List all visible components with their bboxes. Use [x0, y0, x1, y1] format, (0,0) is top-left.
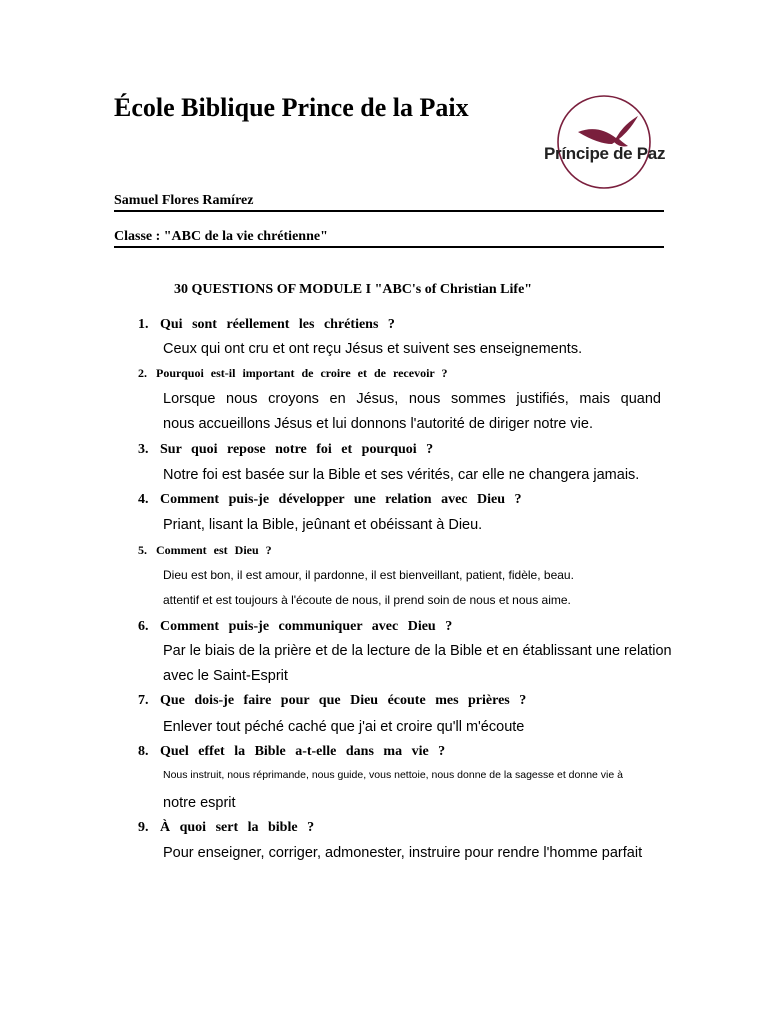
- logo-text: Príncipe de Paz: [544, 144, 666, 163]
- divider: [114, 246, 664, 248]
- answer-line: nous accueillons Jésus et lui donnons l'autorité de diriger notre vie.: [163, 416, 593, 432]
- answer-line: avec le Saint-Esprit: [163, 668, 288, 684]
- question: 3. Sur quoi repose notre foi et pourquoi ?: [138, 442, 434, 457]
- divider: [114, 210, 664, 212]
- question: 9. À quoi sert la bible ?: [138, 820, 315, 835]
- answer-line: Nous instruit, nous réprimande, nous guide, vous nettoie, nous donne de la sagesse et donne vie à: [163, 769, 623, 781]
- answer-line: Par le biais de la prière et de la lecture de la Bible et en établissant une relation: [163, 643, 672, 659]
- question: 7. Que dois-je faire pour que Dieu écoute mes prières ?: [138, 693, 527, 708]
- answer-line: Enlever tout péché caché que j'ai et croire qu'll m'écoute: [163, 719, 525, 735]
- answer-line: Notre foi est basée sur la Bible et ses vérités, car elle ne changera jamais.: [163, 467, 640, 483]
- section-heading: 30 QUESTIONS OF MODULE I "ABC's of Christian Life": [174, 282, 533, 297]
- question: 4. Comment puis-je développer une relation avec Dieu ?: [138, 492, 522, 507]
- answer-line: Priant, lisant la Bible, jeûnant et obéissant à Dieu.: [163, 517, 483, 533]
- question: 8. Quel effet la Bible a-t-elle dans ma vie ?: [138, 744, 446, 759]
- question: 2. Pourquoi est-il important de croire et de recevoir ?: [138, 366, 448, 380]
- school-logo: [538, 94, 666, 194]
- question: 6. Comment puis-je communiquer avec Dieu ?: [138, 619, 453, 634]
- question: 5. Comment est Dieu ?: [138, 543, 272, 557]
- answer-line: Ceux qui ont cru et ont reçu Jésus et suivent ses enseignements.: [163, 341, 583, 357]
- page-title: École Biblique Prince de la Paix: [114, 93, 469, 122]
- answer-line: Pour enseigner, corriger, admonester, instruire pour rendre l'homme parfait: [163, 845, 643, 861]
- question: 1. Qui sont réellement les chrétiens ?: [138, 317, 395, 332]
- answer-line: Lorsque nous croyons en Jésus, nous sommes justifiés, mais quand: [163, 391, 661, 407]
- answer-line: notre esprit: [163, 795, 236, 811]
- answer-line: attentif et est toujours à l'écoute de nous, il prend soin de nous et nous aime.: [163, 593, 571, 607]
- student-name: Samuel Flores Ramírez: [114, 193, 254, 208]
- class-line: Classe : "ABC de la vie chrétienne": [114, 229, 328, 244]
- answer-line: Dieu est bon, il est amour, il pardonne, il est bienveillant, patient, fidèle, beau.: [163, 568, 574, 582]
